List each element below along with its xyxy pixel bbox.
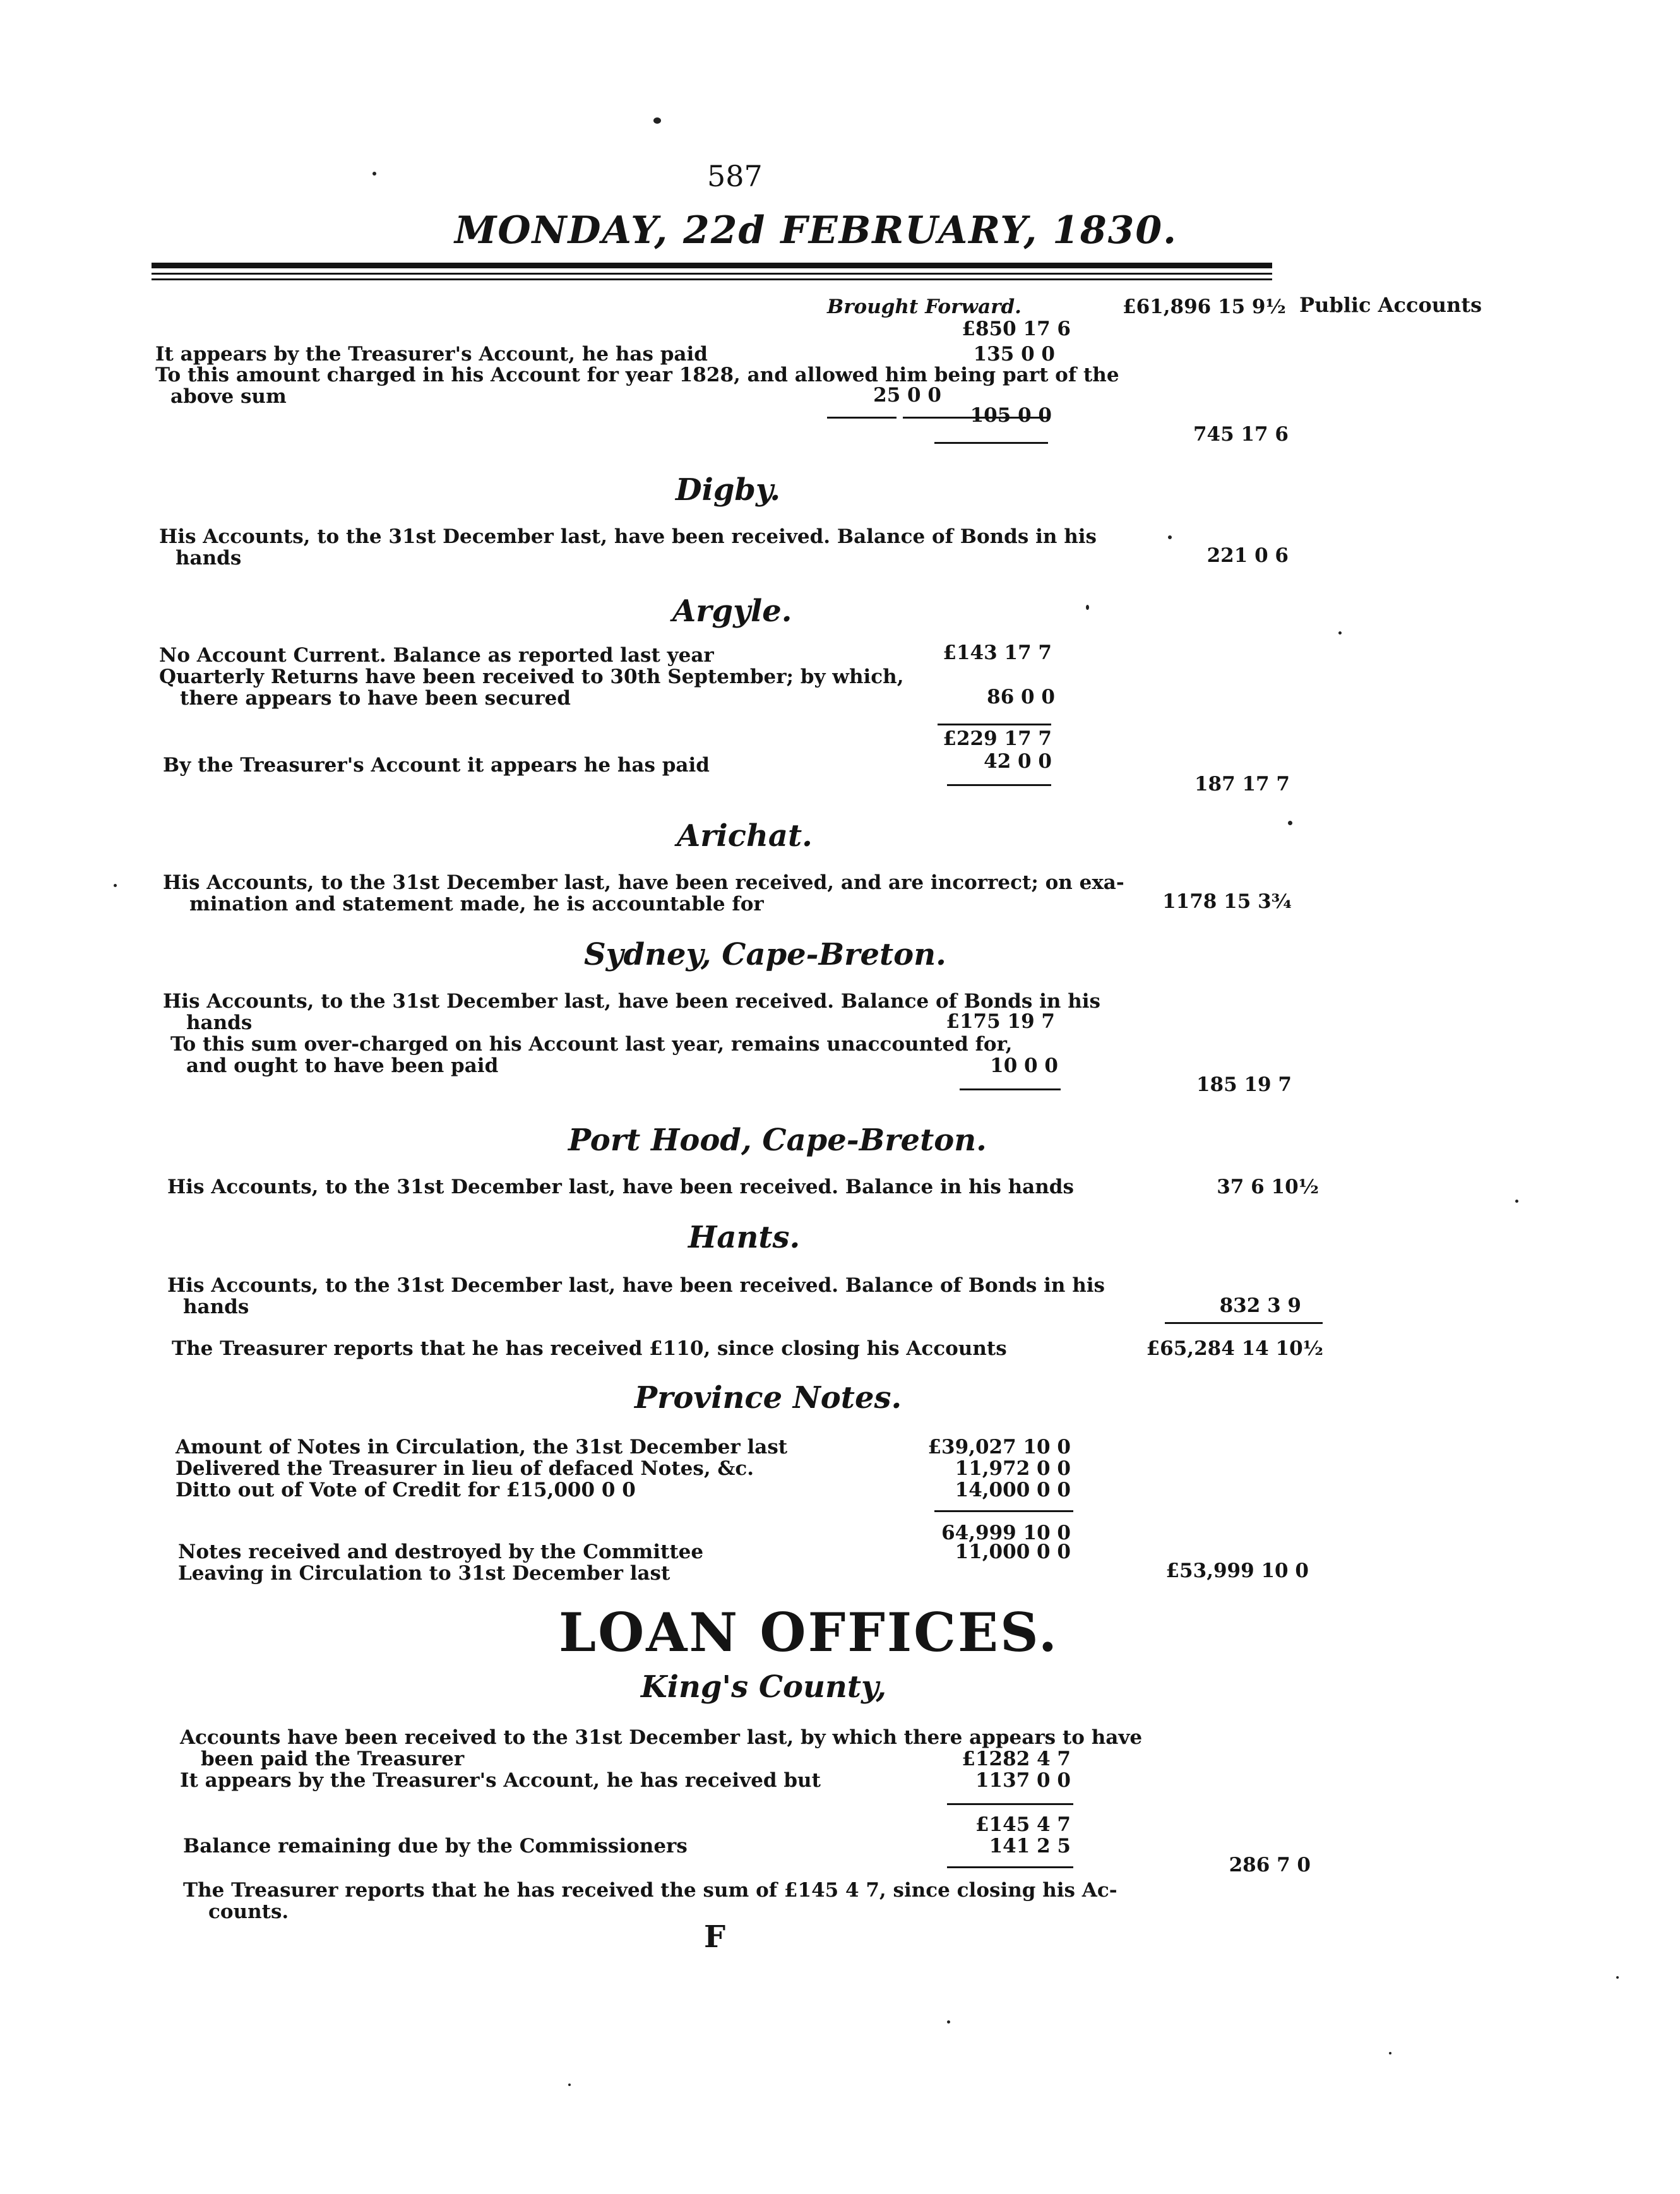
sydney-line2-amount: £175 19 7: [946, 1010, 1055, 1033]
province-notes-line3-amount: 14,000 0 0: [955, 1479, 1071, 1501]
loan-line2-amount: £1282 4 7: [962, 1748, 1071, 1770]
argyle-line2: Quarterly Returns have been received to 30th September; by which,: [159, 665, 904, 688]
scan-speck: [947, 2020, 950, 2024]
opening-sub-amount: £850 17 6: [962, 318, 1071, 340]
province-notes-line1-amount: £39,027 10 0: [927, 1436, 1071, 1458]
opening-line1: It appears by the Treasurer's Account, he has paid: [155, 343, 708, 366]
loan-line2: been paid the Treasurer: [201, 1748, 465, 1770]
section-title-province-notes: Province Notes.: [634, 1380, 902, 1416]
opening-rule-a: [827, 417, 897, 419]
loan-line3: It appears by the Treasurer's Account, he has received but: [180, 1769, 821, 1792]
province-notes-rule-a: [934, 1510, 1073, 1512]
port-hood-line1: His Accounts, to the 31st December last, have been received. Balance in his hands: [167, 1176, 1074, 1198]
opening-line2: To this amount charged in his Account for year 1828, and allowed him being part of the: [155, 364, 1119, 386]
province-notes-line5: Leaving in Circulation to 31st December last: [178, 1562, 670, 1585]
argyle-subtotal: £229 17 7: [943, 727, 1052, 750]
opening-result: 745 17 6: [1193, 423, 1289, 446]
sydney-line4: and ought to have been paid: [186, 1054, 499, 1077]
digby-line2: hands: [176, 547, 242, 569]
loan-subtotal: £145 4 7: [975, 1813, 1071, 1836]
section-title-hants: Hants.: [688, 1220, 801, 1255]
page-number: 587: [707, 159, 763, 193]
loan-line4-amount: 141 2 5: [989, 1835, 1071, 1857]
opening-line3: above sum: [170, 385, 287, 408]
sydney-result: 185 19 7: [1196, 1073, 1292, 1096]
province-notes-result: £53,999 10 0: [1165, 1559, 1309, 1582]
header-rule-thick: [152, 263, 1272, 268]
loan-offices-heading: LOAN OFFICES.: [559, 1601, 1059, 1664]
loan-result: 286 7 0: [1229, 1854, 1311, 1876]
scan-speck: [1086, 605, 1089, 610]
section-title-argyle: Argyle.: [672, 593, 792, 629]
province-notes-line2-amount: 11,972 0 0: [955, 1457, 1071, 1480]
argyle-line4: By the Treasurer's Account it appears he has paid: [163, 754, 710, 777]
side-label: Public Accounts: [1299, 293, 1482, 317]
opening-line1-amount: 135 0 0: [973, 343, 1055, 366]
province-notes-line2: Delivered the Treasurer in lieu of defaced Notes, &c.: [176, 1457, 754, 1480]
argyle-line3-amount: 86 0 0: [987, 686, 1055, 708]
sydney-line4-amount: 10 0 0: [990, 1054, 1058, 1077]
argyle-line1: No Account Current. Balance as reported last year: [159, 644, 714, 667]
scan-speck: [1616, 1976, 1619, 1979]
hants-line1: His Accounts, to the 31st December last, have been received. Balance of Bonds in his: [167, 1274, 1105, 1297]
digby-line1: His Accounts, to the 31st December last, have been received. Balance of Bonds in his: [159, 525, 1097, 548]
argyle-line1-amount: £143 17 7: [943, 641, 1052, 664]
scan-speck: [1389, 2052, 1391, 2054]
digby-result: 221 0 6: [1206, 544, 1289, 567]
sydney-rule: [960, 1088, 1061, 1090]
brought-forward-label: Brought Forward.: [827, 295, 1022, 318]
argyle-result: 187 17 7: [1194, 773, 1290, 796]
hants-result: 832 3 9: [1219, 1294, 1301, 1317]
arichat-line1: His Accounts, to the 31st December last, have been received, and are incorrect; on exa-: [163, 871, 1124, 894]
loan-rule-b: [947, 1866, 1073, 1868]
hants-rule: [1165, 1322, 1323, 1324]
header-rule-thin2: [152, 278, 1272, 280]
loan-line1: Accounts have been received to the 31st December last, by which there appears to have: [180, 1726, 1143, 1749]
header-rule-thin: [152, 273, 1272, 275]
opening-line3-amount: 25 0 0: [873, 384, 941, 407]
province-notes-subtotal: 64,999 10 0: [941, 1522, 1071, 1544]
loan-rule-a: [947, 1803, 1073, 1805]
scan-speck: [568, 2084, 571, 2086]
scan-speck: [1168, 535, 1172, 539]
signature-mark: F: [704, 1919, 726, 1955]
arichat-line2: mination and statement made, he is accountable for: [189, 893, 764, 915]
argyle-rule-a: [938, 724, 1051, 725]
section-title-port-hood: Port Hood, Cape-Breton.: [568, 1123, 987, 1158]
province-notes-line3: Ditto out of Vote of Credit for £15,000 0 0: [176, 1479, 636, 1501]
hants-line2: hands: [183, 1296, 249, 1318]
sydney-line2: hands: [186, 1011, 253, 1034]
argyle-rule-b: [947, 784, 1051, 786]
sydney-line1: His Accounts, to the 31st December last, have been received. Balance of Bonds in his: [163, 990, 1100, 1013]
province-notes-line4: Notes received and destroyed by the Committee: [178, 1541, 704, 1563]
loan-line5: The Treasurer reports that he has received the sum of £145 4 7, since closing his Ac-: [183, 1879, 1117, 1902]
loan-line3-amount: 1137 0 0: [975, 1769, 1071, 1792]
province-notes-line1: Amount of Notes in Circulation, the 31st December last: [176, 1436, 788, 1458]
section-title-digby: Digby.: [676, 472, 781, 508]
section-title-sydney: Sydney, Cape-Breton.: [584, 937, 946, 972]
port-hood-result: 37 6 10½: [1217, 1176, 1319, 1198]
hants-line3: The Treasurer reports that he has received £110, since closing his Accounts: [172, 1337, 1007, 1360]
sydney-line3: To this sum over-charged on his Account last year, remains unaccounted for,: [170, 1033, 1013, 1056]
province-notes-line4-amount: 11,000 0 0: [955, 1541, 1071, 1563]
argyle-line4-amount: 42 0 0: [984, 750, 1052, 773]
opening-net-amount: 105 0 0: [970, 404, 1052, 427]
scan-speck: [1338, 631, 1342, 635]
scan-speck: [114, 884, 117, 887]
section-title-kings-county: King's County,: [641, 1669, 887, 1705]
opening-rule-c: [934, 442, 1048, 444]
scan-speck: [372, 172, 376, 176]
page-header-date: MONDAY, 22d FEBRUARY, 1830.: [455, 208, 1178, 253]
argyle-line3: there appears to have been secured: [180, 687, 571, 710]
scan-speck: [653, 117, 661, 124]
arichat-result: 1178 15 3¾: [1162, 890, 1292, 913]
loan-line4: Balance remaining due by the Commissioners: [183, 1835, 688, 1857]
brought-forward-amount: £61,896 15 9½: [1123, 295, 1286, 318]
section-title-arichat: Arichat.: [677, 818, 813, 854]
scan-speck: [1515, 1200, 1518, 1203]
loan-line6: counts.: [208, 1900, 289, 1923]
hants-total: £65,284 14 10½: [1146, 1337, 1323, 1360]
scan-speck: [1288, 821, 1292, 825]
